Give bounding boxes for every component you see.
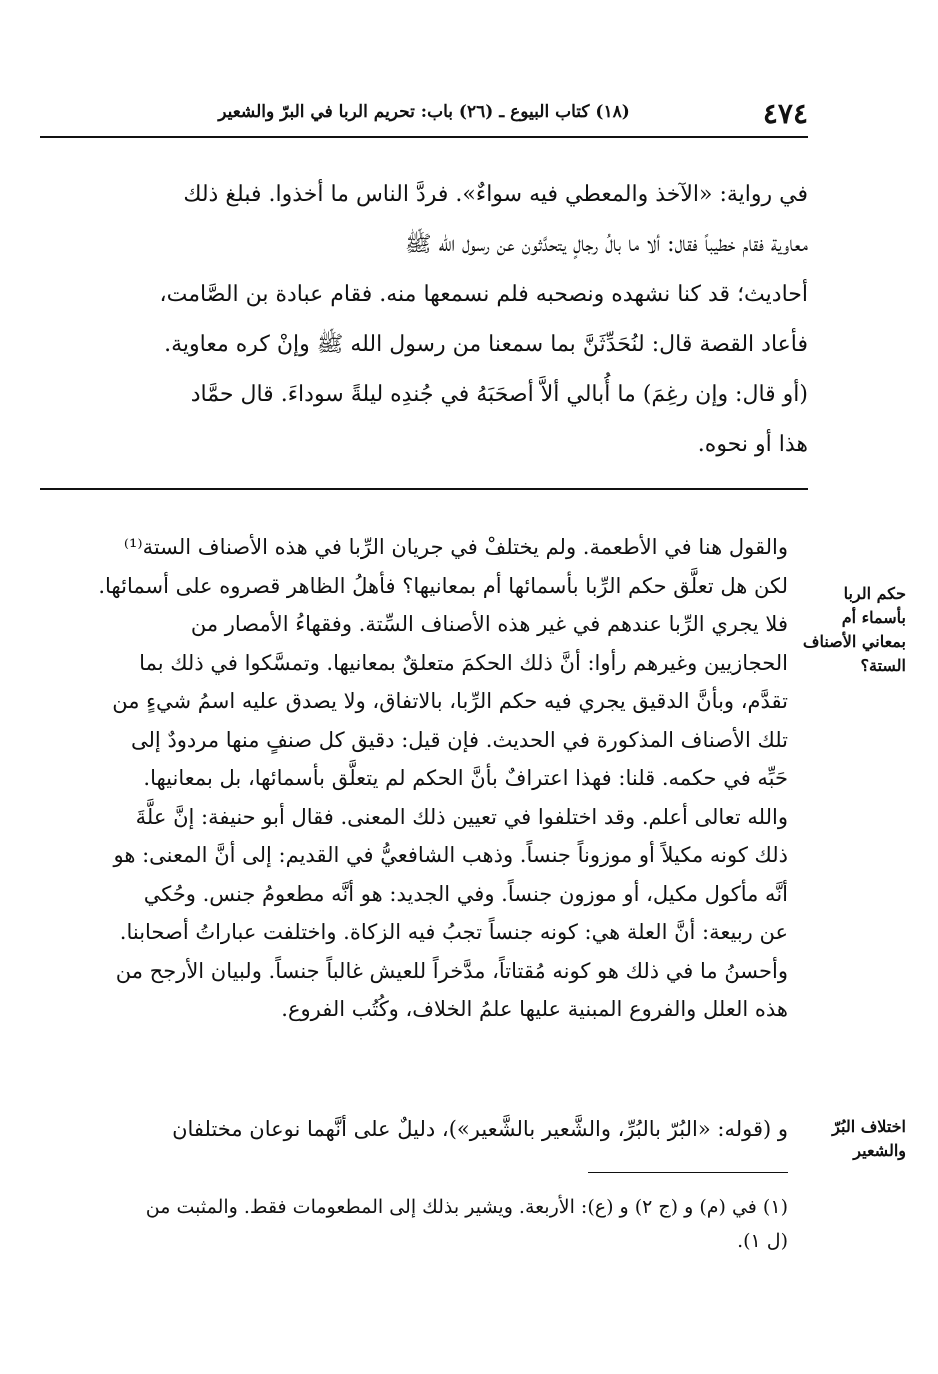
hadith-line: في رواية: «الآخذ والمعطي فيه سواءٌ». فردَّ الناس ما أخذوا. فبلغ ذلك	[183, 182, 808, 207]
margin-note-line: بمعاني الأصناف	[802, 632, 906, 651]
commentary-line: أنَّه مأكول مكيل، أو موزون جنساً. وفي الجديد: هو أنَّه مطعومُ جنس. وحُكي	[143, 881, 788, 906]
commentary-line: الحجازيين وغيرهم رأوا: أنَّ ذلك الحكمَ متعلقٌ بمعانيها. وتمسَّكوا في ذلك بما	[139, 650, 788, 675]
commentary-line: والقول هنا في الأطعمة. ولم يختلفْ في جريان الرِّبا في هذه الأصناف الستة⁽¹⁾	[123, 535, 788, 559]
margin-note-line: حكم الربا	[843, 584, 906, 603]
footnote-line: (١) في (م) و (ج ٢) و (ع): الأربعة. ويشير بذلك إلى المطعومات فقط. والمثبت من	[145, 1196, 788, 1218]
commentary-line: وأحسنُ ما في ذلك هو كونه مُقتاتاً، مدَّخراً للعيش غالباً جنساً. ولبيان الأرجح من	[115, 958, 788, 983]
commentary-line: تقدَّم، وبأنَّ الدقيق يجري فيه حكم الرِّبا، بالاتفاق، ولا يصدق عليه اسمُ شيءٍ من	[112, 689, 788, 713]
hadith-text	[40, 170, 808, 470]
commentary-line: لكن هل تعلَّق حكم الرِّبا بأسمائها أم بمعانيها؟ فأهلُ الظاهر قصروه على أسمائها.	[98, 573, 788, 598]
commentary-line: تلك الأصناف المذكورة في الحديث. فإن قيل: دقيق كل صنفٍ منها مردودٌ إلى	[131, 727, 788, 752]
section-divider	[40, 488, 808, 490]
page-number: ٤٧٤	[762, 97, 808, 130]
margin-note-line: الستة؟	[860, 656, 906, 675]
commentary-line: حَبِّه في حكمه. قلنا: فهذا اعترافٌ بأنَّ الحكم لم يتعلَّق بأسمائها، بل بمعانيها.	[143, 766, 788, 790]
margin-note-line: اختلاف البُرّ	[832, 1117, 906, 1136]
commentary-text-2	[40, 1110, 788, 1148]
running-title: (١٨) كتاب البيوع ـ (٢٦) باب: تحريم الربا في البرّ والشعير	[218, 102, 630, 122]
commentary-line: عن ربيعة: أنَّ العلة هي: كونه جنساً تجبُ فيه الزكاة. واختلفت عباراتُ أصحابنا.	[119, 920, 788, 944]
hadith-line: أحاديث؛ قد كنا نشهده ونصحبه فلم نسمعها منه. فقام عبادة بن الصَّامت،	[159, 282, 808, 307]
commentary-line: هذه العلل والفروع المبنية عليها علمُ الخلاف، وكُتُب الفروع.	[281, 997, 788, 1021]
margin-note-riba	[788, 582, 906, 678]
commentary-line: والله تعالى أعلم. وقد اختلفوا في تعيين ذلك المعنى. فقال أبو حنيفة: إنَّ علَّةَ	[135, 804, 788, 829]
commentary-line: و (قوله: «البُرّ بالبُرِّ، والشَّعير بالشَّعير»)، دليلٌ على أنَّهما نوعان مختلفان	[172, 1117, 788, 1141]
footnote	[40, 1190, 788, 1258]
margin-note-wheat-barley	[788, 1115, 906, 1163]
hadith-line: فأعاد القصة قال: لنُحَدِّثَنَّ بما سمعنا من رسول الله ﷺ وإنْ كره معاوية.	[164, 332, 808, 357]
commentary-text	[40, 528, 788, 1029]
hadith-line: معاوية فقام خطيباً فقال: ألا ما بالُ رجالٍ يتحدَّثون عن رسول الله ﷺ	[404, 232, 808, 257]
margin-note-line: بأسماء أم	[841, 608, 906, 627]
hadith-line: (أو قال: وإن رغِمَ) ما أُبالي ألاَّ أصحَبَهُ في جُندِه ليلةً سوداءَ. قال حمَّاد	[190, 382, 808, 407]
footnote-rule	[588, 1172, 788, 1173]
commentary-line: فلا يجري الرِّبا عندهم في غير هذه الأصناف السِّتة. وفقهاءُ الأمصار من	[190, 612, 788, 636]
footnote-line: (ل ١).	[737, 1230, 788, 1252]
commentary-line: ذلك كونه مكيلاً أو موزوناً جنساً. وذهب الشافعيُّ في القديم: إلى أنَّ المعنى: هو	[113, 843, 788, 867]
margin-note-line: والشعير	[853, 1141, 906, 1160]
page-header	[40, 96, 808, 138]
hadith-line: هذا أو نحوه.	[697, 432, 808, 457]
